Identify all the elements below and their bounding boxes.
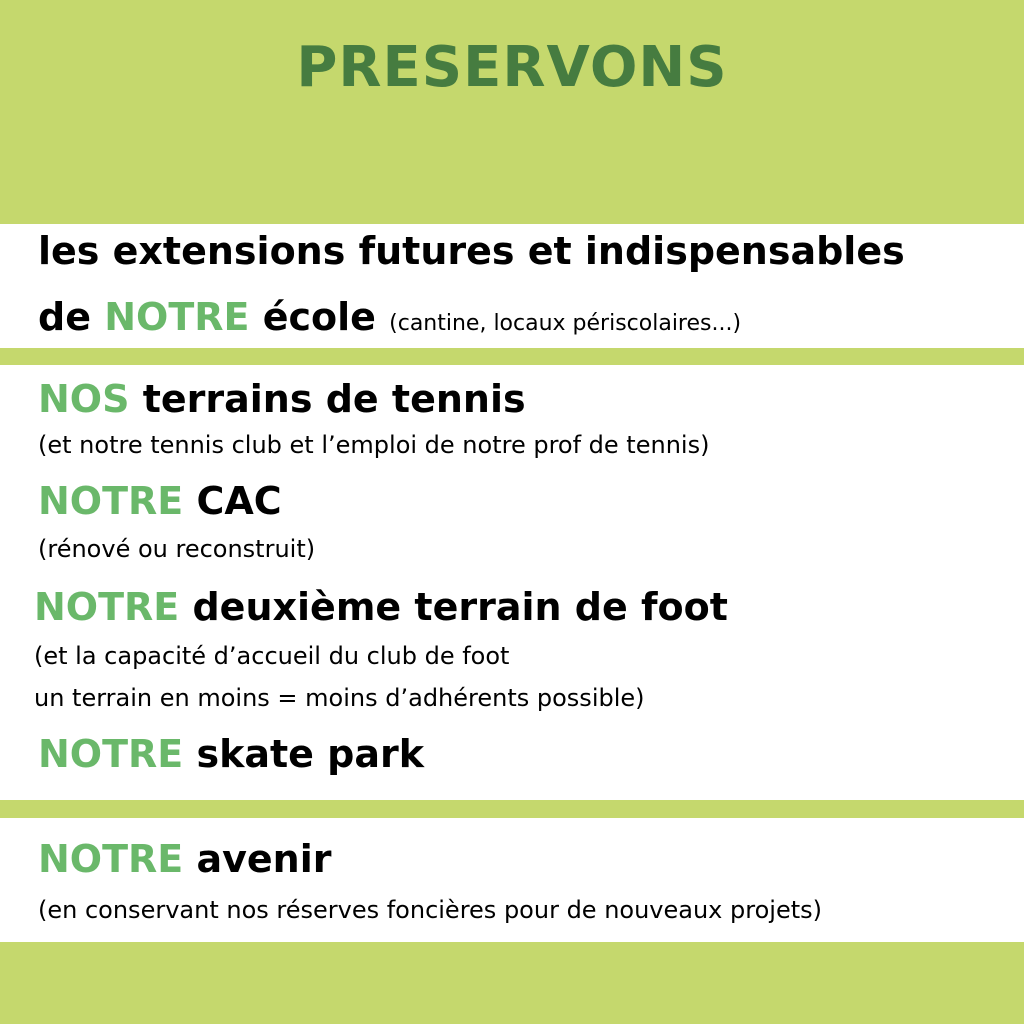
- skate-keyword: NOTRE: [38, 732, 184, 776]
- school-note: (cantine, locaux périscolaires...): [389, 311, 742, 336]
- avenir-label: avenir: [196, 837, 332, 881]
- foot-keyword: NOTRE: [34, 585, 180, 629]
- tennis-note: (et notre tennis club et l’emploi de notre prof de tennis): [38, 431, 710, 459]
- school-label: école: [262, 295, 376, 339]
- tennis-keyword: NOS: [38, 377, 130, 421]
- school-line-2: [38, 295, 742, 339]
- foot-label: deuxième terrain de foot: [192, 585, 728, 629]
- foot-note-1: (et la capacité d’accueil du club de foot: [34, 642, 510, 670]
- foot-note-2: un terrain en moins = moins d’adhérents possible): [34, 684, 645, 712]
- cac-note: (rénové ou reconstruit): [38, 535, 316, 563]
- cac-heading: [38, 479, 282, 523]
- cac-label: CAC: [196, 479, 282, 523]
- school-line-1: les extensions futures et indispensables: [38, 229, 905, 273]
- tennis-label: terrains de tennis: [142, 377, 526, 421]
- skate-heading: [38, 732, 425, 776]
- cac-keyword: NOTRE: [38, 479, 184, 523]
- poster-title: PRESERVONS: [296, 35, 728, 100]
- avenir-keyword: NOTRE: [38, 837, 184, 881]
- foot-heading: [34, 585, 728, 629]
- school-prefix: de: [38, 295, 91, 339]
- avenir-note: (en conservant nos réserves foncières pour de nouveaux projets): [38, 896, 822, 924]
- avenir-heading: [38, 837, 332, 881]
- tennis-heading: [38, 377, 526, 421]
- skate-label: skate park: [196, 732, 425, 776]
- school-keyword: NOTRE: [104, 295, 250, 339]
